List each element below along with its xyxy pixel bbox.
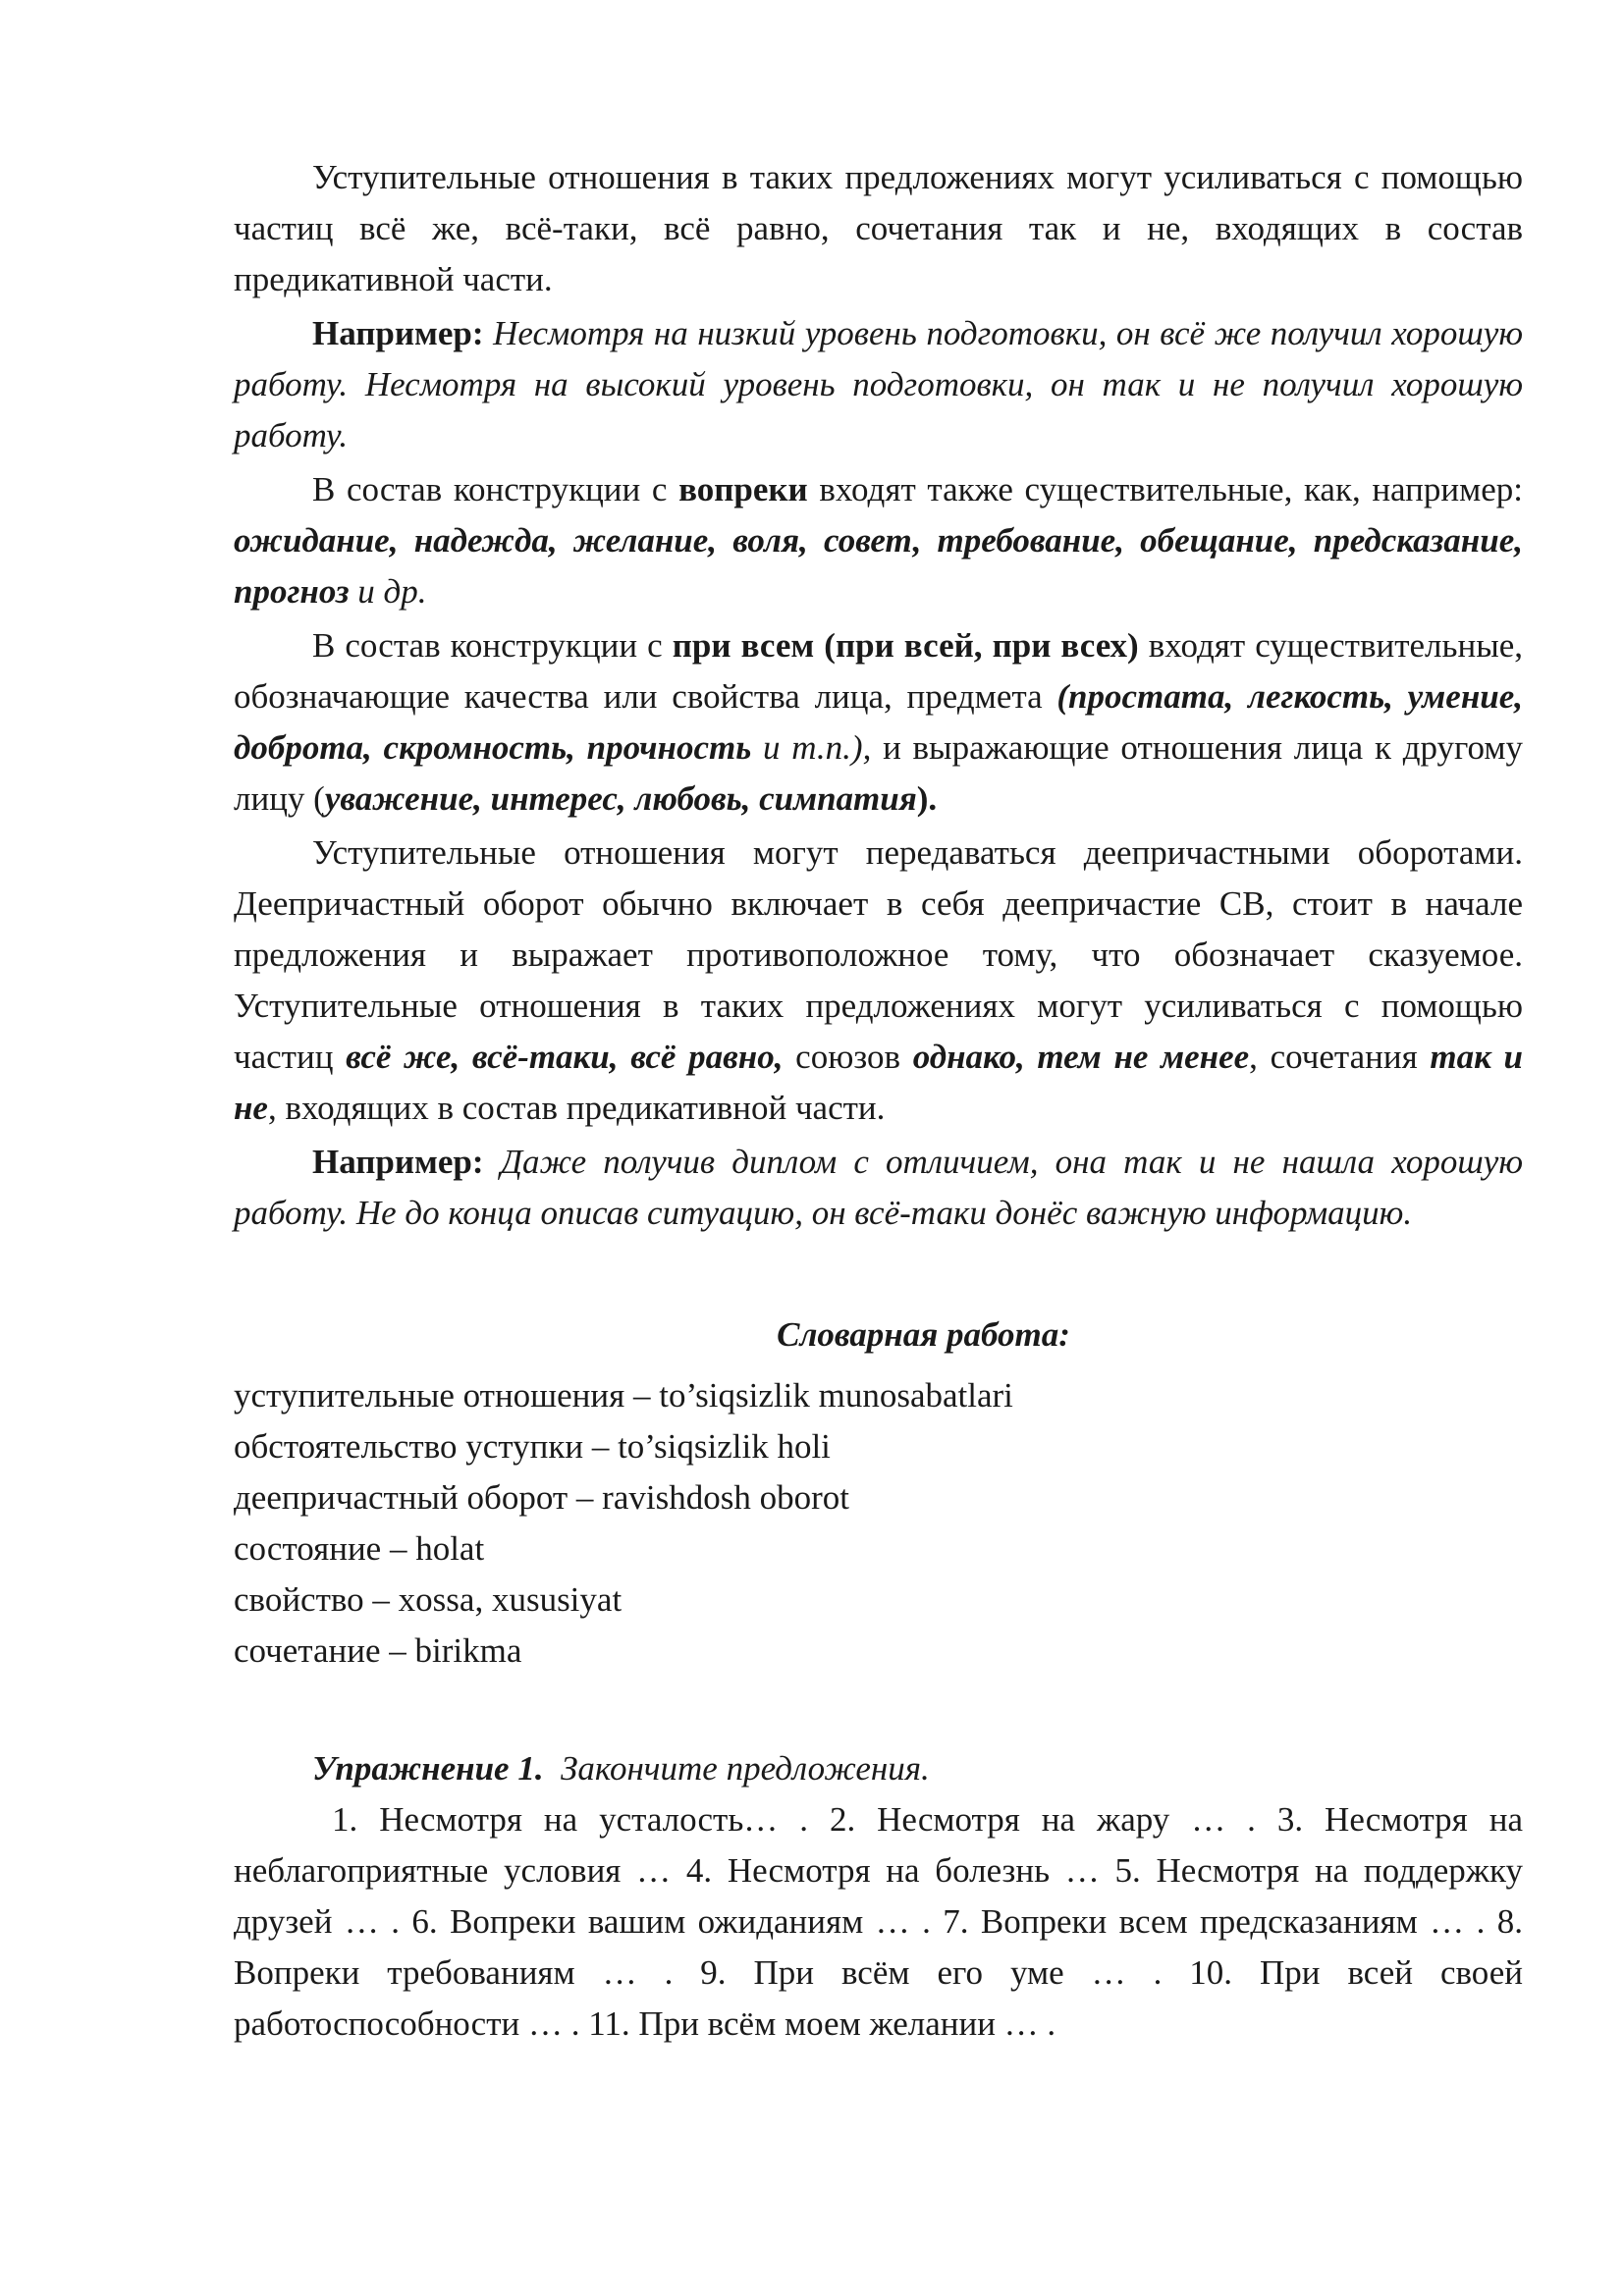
vocabulary-heading: Словарная работа: <box>777 1315 1070 1354</box>
paragraph-vopreki <box>234 464 1523 617</box>
etc-text: и др. <box>357 572 427 611</box>
example-text: Несмотря на низкий уровень подготовки, он всё же получил хорошую работу. Несмотря на высокий уровень подготовки, он так и не получил хорошую работу. <box>234 314 1523 454</box>
exercise-label: Упражнение 1. <box>312 1749 544 1788</box>
vocabulary-item: сочетание – birikma <box>234 1631 522 1670</box>
paragraph-text: Уступительные отношения могут передаваться деепричастными оборотами. Деепричастный оборот обычно включает в себя деепричастие СВ, стоит в начале предложения и выражает противоположное тому, что обозначает сказуемое. Уступительные отношения в таких предложениях могут усиливаться с помощью частиц <box>234 833 1523 1076</box>
paragraph-text: , входящих в состав предикативной части. <box>267 1089 886 1127</box>
paragraph-text: Уступительные отношения в таких предложениях могут усиливаться с помощью частиц всё же, всё-таки, всё равно, сочетания так и не, входящих в состав предикативной части. <box>234 158 1523 298</box>
vocabulary-list <box>234 1370 1523 1677</box>
conjunction-list: однако, тем не менее <box>912 1038 1250 1076</box>
paragraph-pri-vsem <box>234 620 1523 825</box>
noun-list: ожидание, надежда, желание, воля, совет, требование, обещание, предсказание, прогноз <box>234 521 1523 611</box>
closing-bracket: ). <box>916 779 938 818</box>
particle-list: всё же, всё-таки, всё равно, <box>346 1038 784 1076</box>
paragraph-text: , сочетания <box>1249 1038 1418 1076</box>
document-page <box>234 152 1523 2050</box>
paragraph-participle-phrases <box>234 828 1523 1134</box>
paragraph-text: входят также существительные, как, например: <box>819 470 1523 508</box>
exercise-task: Закончите предложения. <box>561 1749 930 1788</box>
combination-phrase: так и не <box>234 1038 1524 1127</box>
exercise-block <box>234 1743 1523 2050</box>
quality-noun-list: (простата, легкость, умение, доброта, скромность, прочность <box>234 677 1524 767</box>
example-paragraph-1 <box>234 308 1523 461</box>
paragraph-text: В состав конструкции с <box>312 470 668 508</box>
exercise-sentences: 1. Несмотря на усталость… . 2. Несмотря на жару … . 3. Несмотря на неблагоприятные условия … 4. Несмотря на болезнь … 5. Несмотря на поддержку друзей … . 6. Вопреки вашим ожиданиям … . 7. Вопреки всем предсказаниям … . 8. Вопреки требованиям … . 9. При всём его уме … . 10. При всей своей работоспособности … . 11. При всём моем желании … . <box>234 1800 1523 2043</box>
example-label: Например: <box>312 314 484 352</box>
vocabulary-item: состояние – holat <box>234 1529 485 1568</box>
paragraph-text: союзов <box>795 1038 900 1076</box>
vocabulary-item: уступительные отношения – to’siqsizlik munosabatlari <box>234 1376 1013 1415</box>
keyword-vopreki: вопреки <box>678 470 808 508</box>
example-label: Например: <box>312 1143 484 1181</box>
paragraph-text: входят существительные, обозначающие качества или свойства лица, предмета <box>234 626 1524 716</box>
vocabulary-item: свойство – xossa, xususiyat <box>234 1580 623 1619</box>
example-text: Даже получив диплом с отличием, она так и не нашла хорошую работу. Не до конца описав ситуацию, он всё-таки донёс важную информацию. <box>234 1143 1523 1232</box>
example-paragraph-2 <box>234 1137 1523 1239</box>
paragraph-text: и выражающие отношения лица к другому лицу ( <box>234 728 1524 818</box>
vocabulary-item: обстоятельство уступки – to’siqsizlik holi <box>234 1427 831 1466</box>
etc-text: и т.п.), <box>762 728 872 767</box>
vocabulary-item: деепричастный оборот – ravishdosh oborot <box>234 1478 849 1517</box>
relation-noun-list: уважение, интерес, любовь, симпатия <box>324 779 917 818</box>
paragraph-text: В состав конструкции с <box>312 626 663 665</box>
exercise-title <box>234 1743 1523 1794</box>
paragraph-concessive-particles <box>234 152 1523 305</box>
keyword-pri-vsem: при всем (при всей, при всех) <box>672 626 1139 665</box>
